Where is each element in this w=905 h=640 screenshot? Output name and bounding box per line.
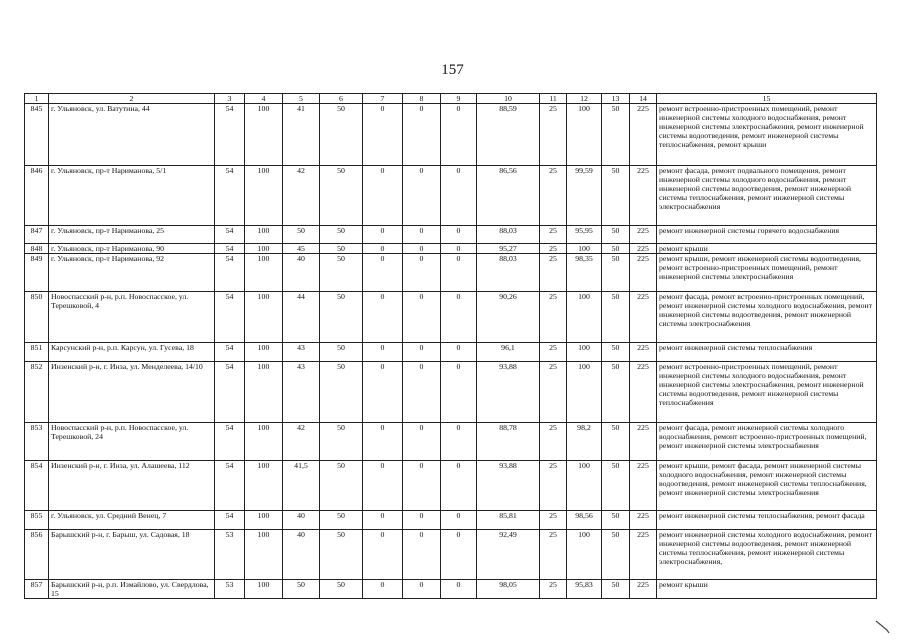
repair-works-cell: ремонт крыши: [657, 244, 877, 254]
value-cell-col-6: 50: [320, 511, 363, 530]
value-cell-col-3: 54: [215, 362, 245, 423]
value-cell-col-14: 225: [630, 226, 657, 244]
value-cell-col-11: 25: [540, 244, 567, 254]
value-cell-col-5: 44: [283, 292, 320, 343]
repair-works-cell: ремонт фасада, ремонт подвального помещения, ремонт инженерной системы холодного водоснабжения, ремонт инженерной системы водоотведения, ремонт инженерной системы теплоснабжения, ремонт инженерной системы электроснабжения: [657, 166, 877, 226]
value-cell-col-6: 50: [320, 254, 363, 292]
value-cell-col-5: 45: [283, 244, 320, 254]
address-cell: Новоспасский р-н, р.п. Новоспасское, ул. Терешковой, 4: [49, 292, 215, 343]
value-cell-col-3: 54: [215, 511, 245, 530]
value-cell-col-5: 42: [283, 423, 320, 461]
address-cell: Карсунский р-н, р.п. Карсун, ул. Гусева, 18: [49, 343, 215, 362]
value-cell-col-7: 0: [363, 166, 403, 226]
value-cell-col-14: 225: [630, 244, 657, 254]
table-row: [25, 104, 877, 166]
column-header-11: 11: [540, 94, 567, 104]
table-row: [25, 244, 877, 254]
row-number-cell: 856: [25, 530, 49, 580]
value-cell-col-13: 50: [602, 254, 630, 292]
value-cell-col-9: 0: [441, 226, 477, 244]
value-cell-col-3: 53: [215, 580, 245, 599]
value-cell-col-5: 40: [283, 254, 320, 292]
value-cell-col-12: 98,2: [567, 423, 602, 461]
column-header-5: 5: [283, 94, 320, 104]
address-cell: Инзенский р-н, г. Инза, ул. Алашеева, 112: [49, 461, 215, 511]
value-cell-col-9: 0: [441, 461, 477, 511]
value-cell-col-3: 54: [215, 254, 245, 292]
value-cell-col-13: 50: [602, 343, 630, 362]
value-cell-col-14: 225: [630, 423, 657, 461]
value-cell-col-3: 53: [215, 530, 245, 580]
value-cell-col-12: 100: [567, 530, 602, 580]
value-cell-col-6: 50: [320, 166, 363, 226]
value-cell-col-8: 0: [403, 423, 441, 461]
value-cell-col-11: 25: [540, 343, 567, 362]
column-header-6: 6: [320, 94, 363, 104]
value-cell-col-13: 50: [602, 580, 630, 599]
value-cell-col-10: 92,49: [477, 530, 540, 580]
value-cell-col-11: 25: [540, 104, 567, 166]
value-cell-col-9: 0: [441, 254, 477, 292]
value-cell-col-13: 50: [602, 530, 630, 580]
value-cell-col-10: 93,88: [477, 461, 540, 511]
value-cell-col-5: 50: [283, 580, 320, 599]
value-cell-col-13: 50: [602, 292, 630, 343]
table-header-row: [25, 94, 877, 104]
repair-works-cell: ремонт крыши, ремонт инженерной системы водоотведения, ремонт встроенно-пристроенных помещений, ремонт инженерной системы электроснабжения: [657, 254, 877, 292]
value-cell-col-14: 225: [630, 530, 657, 580]
value-cell-col-3: 54: [215, 166, 245, 226]
value-cell-col-4: 100: [245, 580, 283, 599]
value-cell-col-13: 50: [602, 362, 630, 423]
repair-works-cell: ремонт инженерной системы горячего водоснабжения: [657, 226, 877, 244]
value-cell-col-4: 100: [245, 244, 283, 254]
column-header-3: 3: [215, 94, 245, 104]
value-cell-col-11: 25: [540, 292, 567, 343]
address-cell: Барышский р-н, г. Барыш, ул. Садовая, 18: [49, 530, 215, 580]
address-cell: г. Ульяновск, пр-т Нариманова, 90: [49, 244, 215, 254]
value-cell-col-3: 54: [215, 423, 245, 461]
value-cell-col-4: 100: [245, 226, 283, 244]
value-cell-col-6: 50: [320, 423, 363, 461]
value-cell-col-7: 0: [363, 362, 403, 423]
value-cell-col-10: 88,59: [477, 104, 540, 166]
column-header-15: 15: [657, 94, 877, 104]
column-header-12: 12: [567, 94, 602, 104]
repair-works-cell: ремонт фасада, ремонт встроенно-пристроенных помещений, ремонт инженерной системы холодного водоснабжения, ремонт инженерной системы водоотведения, ремонт инженерной системы электроснабжения: [657, 292, 877, 343]
value-cell-col-9: 0: [441, 104, 477, 166]
value-cell-col-14: 225: [630, 343, 657, 362]
value-cell-col-8: 0: [403, 254, 441, 292]
value-cell-col-10: 88,78: [477, 423, 540, 461]
table-row: [25, 362, 877, 423]
value-cell-col-12: 98,56: [567, 511, 602, 530]
value-cell-col-14: 225: [630, 511, 657, 530]
value-cell-col-4: 100: [245, 511, 283, 530]
row-number-cell: 849: [25, 254, 49, 292]
column-header-2: 2: [49, 94, 215, 104]
value-cell-col-12: 100: [567, 244, 602, 254]
row-number-cell: 854: [25, 461, 49, 511]
value-cell-col-8: 0: [403, 104, 441, 166]
value-cell-col-10: 95,27: [477, 244, 540, 254]
value-cell-col-6: 50: [320, 580, 363, 599]
table-row: [25, 580, 877, 599]
value-cell-col-14: 225: [630, 104, 657, 166]
value-cell-col-4: 100: [245, 461, 283, 511]
value-cell-col-3: 54: [215, 226, 245, 244]
value-cell-col-5: 40: [283, 530, 320, 580]
repair-works-cell: ремонт фасада, ремонт инженерной системы холодного водоснабжения, ремонт встроенно-пристроенных помещений, ремонт инженерной системы электроснабжения: [657, 423, 877, 461]
row-number-cell: 847: [25, 226, 49, 244]
value-cell-col-8: 0: [403, 461, 441, 511]
column-header-7: 7: [363, 94, 403, 104]
row-number-cell: 857: [25, 580, 49, 599]
value-cell-col-6: 50: [320, 104, 363, 166]
row-number-cell: 848: [25, 244, 49, 254]
row-number-cell: 852: [25, 362, 49, 423]
column-header-9: 9: [441, 94, 477, 104]
value-cell-col-11: 25: [540, 362, 567, 423]
value-cell-col-8: 0: [403, 580, 441, 599]
table-row: [25, 343, 877, 362]
value-cell-col-11: 25: [540, 511, 567, 530]
value-cell-col-5: 40: [283, 511, 320, 530]
value-cell-col-8: 0: [403, 244, 441, 254]
row-number-cell: 846: [25, 166, 49, 226]
address-cell: Инзенский р-н, г. Инза, ул. Менделеева, 14/10: [49, 362, 215, 423]
value-cell-col-7: 0: [363, 244, 403, 254]
value-cell-col-12: 98,35: [567, 254, 602, 292]
column-header-13: 13: [602, 94, 630, 104]
value-cell-col-13: 50: [602, 226, 630, 244]
value-cell-col-6: 50: [320, 343, 363, 362]
column-header-10: 10: [477, 94, 540, 104]
value-cell-col-3: 54: [215, 104, 245, 166]
value-cell-col-3: 54: [215, 461, 245, 511]
repair-works-cell: ремонт встроенно-пристроенных помещений, ремонт инженерной системы холодного водоснабжения, ремонт инженерной системы электроснабжения, ремонт инженерной системы водоотведения, ремонт инженерной системы теплоснабжения, ремонт крыши: [657, 104, 877, 166]
table-row: [25, 511, 877, 530]
value-cell-col-13: 50: [602, 461, 630, 511]
repair-works-cell: ремонт крыши, ремонт фасада, ремонт инженерной системы холодного водоснабжения, ремонт инженерной системы водоотведения, ремонт инженерной системы теплоснабжения, ремонт инженерной системы электроснабжения: [657, 461, 877, 511]
value-cell-col-13: 50: [602, 511, 630, 530]
value-cell-col-9: 0: [441, 362, 477, 423]
column-header-8: 8: [403, 94, 441, 104]
value-cell-col-6: 50: [320, 244, 363, 254]
address-cell: г. Ульяновск, пр-т Нариманова, 5/1: [49, 166, 215, 226]
value-cell-col-12: 95,95: [567, 226, 602, 244]
value-cell-col-12: 100: [567, 362, 602, 423]
value-cell-col-12: 100: [567, 343, 602, 362]
value-cell-col-7: 0: [363, 343, 403, 362]
value-cell-col-12: 100: [567, 104, 602, 166]
value-cell-col-14: 225: [630, 166, 657, 226]
value-cell-col-12: 95,83: [567, 580, 602, 599]
value-cell-col-10: 88,03: [477, 226, 540, 244]
value-cell-col-4: 100: [245, 423, 283, 461]
value-cell-col-8: 0: [403, 362, 441, 423]
value-cell-col-7: 0: [363, 226, 403, 244]
value-cell-col-10: 88,03: [477, 254, 540, 292]
column-header-14: 14: [630, 94, 657, 104]
value-cell-col-5: 41: [283, 104, 320, 166]
value-cell-col-13: 50: [602, 166, 630, 226]
repair-works-cell: ремонт крыши: [657, 580, 877, 599]
value-cell-col-4: 100: [245, 104, 283, 166]
value-cell-col-4: 100: [245, 530, 283, 580]
value-cell-col-7: 0: [363, 580, 403, 599]
value-cell-col-4: 100: [245, 166, 283, 226]
value-cell-col-5: 42: [283, 166, 320, 226]
address-cell: Барышский р-н, р.п. Измайлово, ул. Свердлова, 15: [49, 580, 215, 599]
value-cell-col-9: 0: [441, 530, 477, 580]
value-cell-col-14: 225: [630, 461, 657, 511]
value-cell-col-7: 0: [363, 461, 403, 511]
value-cell-col-13: 50: [602, 244, 630, 254]
value-cell-col-7: 0: [363, 104, 403, 166]
value-cell-col-3: 54: [215, 244, 245, 254]
row-number-cell: 850: [25, 292, 49, 343]
value-cell-col-5: 50: [283, 226, 320, 244]
value-cell-col-14: 225: [630, 580, 657, 599]
value-cell-col-9: 0: [441, 511, 477, 530]
value-cell-col-10: 85,81: [477, 511, 540, 530]
value-cell-col-13: 50: [602, 104, 630, 166]
repair-works-cell: ремонт инженерной системы теплоснабжения: [657, 343, 877, 362]
value-cell-col-9: 0: [441, 423, 477, 461]
value-cell-col-12: 100: [567, 292, 602, 343]
repair-works-cell: ремонт инженерной системы холодного водоснабжения, ремонт инженерной системы водоотведения, ремонт инженерной системы теплоснабжения, ремонт инженерной системы электроснабжения,: [657, 530, 877, 580]
value-cell-col-10: 98,05: [477, 580, 540, 599]
value-cell-col-5: 43: [283, 343, 320, 362]
value-cell-col-11: 25: [540, 580, 567, 599]
value-cell-col-10: 86,56: [477, 166, 540, 226]
address-cell: г. Ульяновск, ул. Средний Венец, 7: [49, 511, 215, 530]
value-cell-col-11: 25: [540, 226, 567, 244]
value-cell-col-4: 100: [245, 343, 283, 362]
value-cell-col-11: 25: [540, 166, 567, 226]
value-cell-col-10: 93,88: [477, 362, 540, 423]
table-row: [25, 166, 877, 226]
value-cell-col-11: 25: [540, 423, 567, 461]
table-row: [25, 254, 877, 292]
value-cell-col-8: 0: [403, 530, 441, 580]
scan-artifact-mark: [875, 620, 891, 634]
value-cell-col-8: 0: [403, 292, 441, 343]
value-cell-col-11: 25: [540, 254, 567, 292]
value-cell-col-13: 50: [602, 423, 630, 461]
value-cell-col-6: 50: [320, 226, 363, 244]
value-cell-col-9: 0: [441, 343, 477, 362]
value-cell-col-8: 0: [403, 226, 441, 244]
address-cell: г. Ульяновск, ул. Ватутина, 44: [49, 104, 215, 166]
value-cell-col-8: 0: [403, 166, 441, 226]
repair-works-cell: ремонт инженерной системы теплоснабжения, ремонт фасада: [657, 511, 877, 530]
value-cell-col-9: 0: [441, 166, 477, 226]
row-number-cell: 855: [25, 511, 49, 530]
value-cell-col-5: 41,5: [283, 461, 320, 511]
value-cell-col-9: 0: [441, 292, 477, 343]
value-cell-col-14: 225: [630, 362, 657, 423]
value-cell-col-6: 50: [320, 292, 363, 343]
table-row: [25, 461, 877, 511]
value-cell-col-4: 100: [245, 362, 283, 423]
page-number: 157: [441, 62, 464, 78]
value-cell-col-7: 0: [363, 511, 403, 530]
value-cell-col-10: 96,1: [477, 343, 540, 362]
value-cell-col-9: 0: [441, 244, 477, 254]
value-cell-col-7: 0: [363, 530, 403, 580]
value-cell-col-7: 0: [363, 423, 403, 461]
value-cell-col-8: 0: [403, 343, 441, 362]
address-cell: Новоспасский р-н, р.п. Новоспасское, ул. Терешковой, 24: [49, 423, 215, 461]
value-cell-col-6: 50: [320, 461, 363, 511]
repair-works-cell: ремонт встроенно-пристроенных помещений, ремонт инженерной системы холодного водоснабжения, ремонт инженерной системы электроснабжения, ремонт инженерной системы водоотведения, ремонт инженерной системы теплоснабжения: [657, 362, 877, 423]
row-number-cell: 851: [25, 343, 49, 362]
value-cell-col-5: 43: [283, 362, 320, 423]
value-cell-col-6: 50: [320, 362, 363, 423]
value-cell-col-12: 99,59: [567, 166, 602, 226]
table-row: [25, 423, 877, 461]
address-cell: г. Ульяновск, пр-т Нариманова, 92: [49, 254, 215, 292]
value-cell-col-9: 0: [441, 580, 477, 599]
address-cell: г. Ульяновск, пр-т Нариманова, 25: [49, 226, 215, 244]
value-cell-col-3: 54: [215, 343, 245, 362]
value-cell-col-11: 25: [540, 461, 567, 511]
value-cell-col-4: 100: [245, 292, 283, 343]
value-cell-col-14: 225: [630, 292, 657, 343]
column-header-1: 1: [25, 94, 49, 104]
row-number-cell: 845: [25, 104, 49, 166]
value-cell-col-6: 50: [320, 530, 363, 580]
housing-repair-table: [24, 93, 877, 599]
row-number-cell: 853: [25, 423, 49, 461]
column-header-4: 4: [245, 94, 283, 104]
value-cell-col-14: 225: [630, 254, 657, 292]
value-cell-col-10: 90,26: [477, 292, 540, 343]
value-cell-col-4: 100: [245, 254, 283, 292]
table-row: [25, 530, 877, 580]
value-cell-col-8: 0: [403, 511, 441, 530]
value-cell-col-3: 54: [215, 292, 245, 343]
value-cell-col-12: 100: [567, 461, 602, 511]
value-cell-col-7: 0: [363, 254, 403, 292]
value-cell-col-7: 0: [363, 292, 403, 343]
table-row: [25, 292, 877, 343]
value-cell-col-11: 25: [540, 530, 567, 580]
table-row: [25, 226, 877, 244]
